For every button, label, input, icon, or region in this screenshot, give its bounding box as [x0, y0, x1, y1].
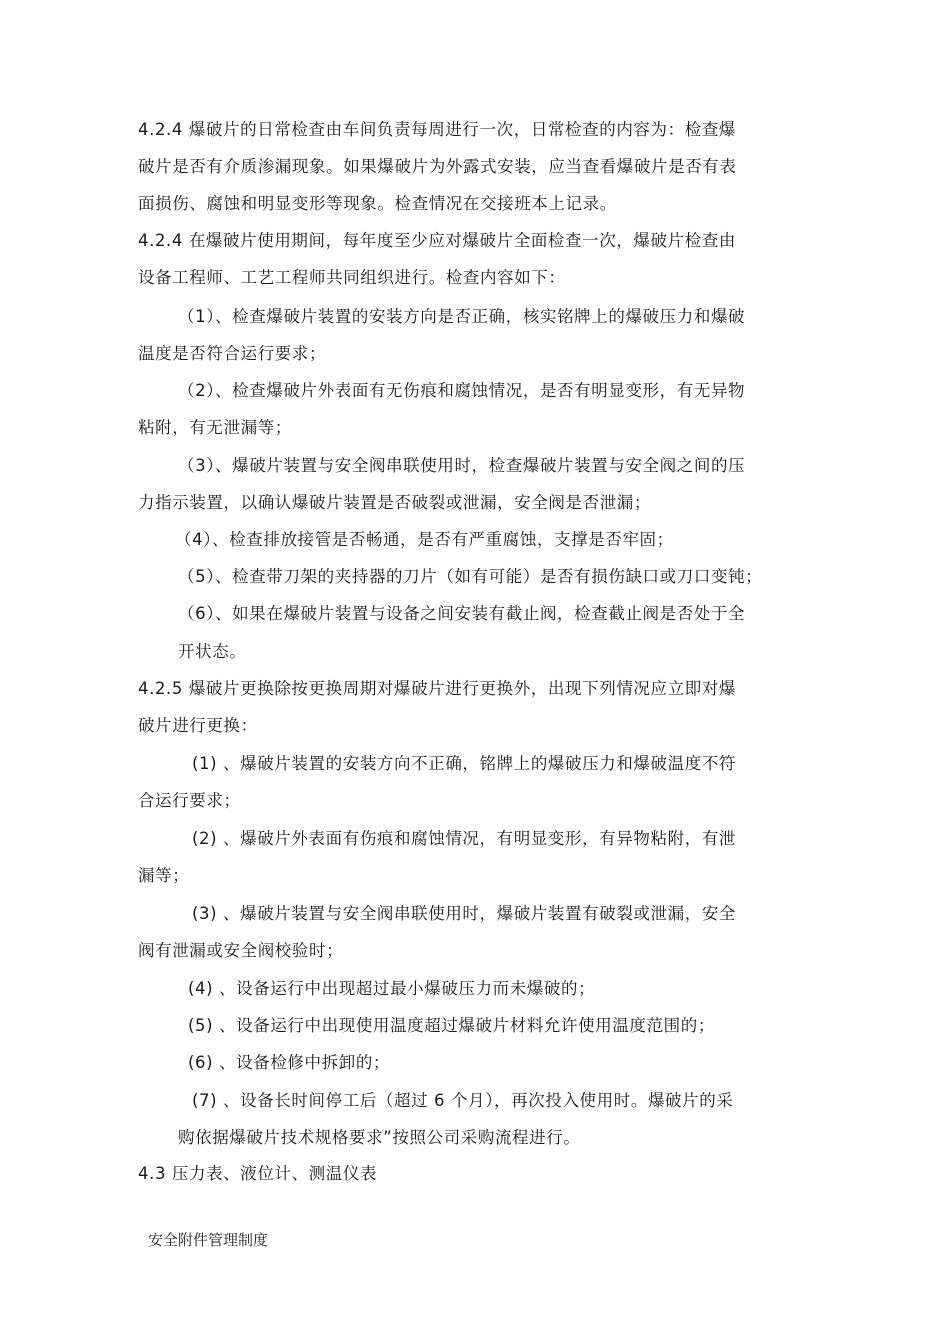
text-line: 合运行要求； — [138, 791, 241, 810]
text-line: 购依据爆破片技术规格要求”按照公司采购流程进行。 — [178, 1128, 581, 1147]
text-line: （3）、爆破片装置与安全阀串联使用时，检查爆破片装置与安全阀之间的压 — [178, 456, 746, 475]
text-line: (5) 、设备运行中出现使用温度超过爆破片材料允许使用温度范围的； — [188, 1016, 715, 1035]
text-line: （1）、检查爆破片装置的安装方向是否正确，核实铭牌上的爆破压力和爆破 — [178, 307, 746, 326]
footer-title: 安全附件管理制度 — [148, 1232, 269, 1249]
text-line: (7) 、设备长时间停工后（超过 6 个月），再次投入使用时。爆破片的采 — [192, 1091, 734, 1110]
text-line: 温度是否符合运行要求； — [138, 344, 327, 363]
text-line: 4.2.4 在爆破片使用期间，每年度至少应对爆破片全面检查一次，爆破片检查由 — [138, 231, 737, 250]
text-line: (2) 、爆破片外表面有伤痕和腐蚀情况，有明显变形，有异物粘附，有泄 — [192, 829, 737, 848]
text-line: 阀有泄漏或安全阀校验时； — [138, 941, 344, 960]
text-line: 粘附，有无泄漏等； — [138, 418, 292, 437]
text-line: 开状态。 — [178, 642, 247, 661]
text-line: （2）、检查爆破片外表面有无伤痕和腐蚀情况，是否有明显变形，有无异物 — [178, 381, 746, 400]
text-line: (4) 、设备运行中出现超过最小爆破压力而未爆破的； — [188, 979, 596, 998]
text-line: 面损伤、腐蚀和明显变形等现象。检查情况在交接班本上记录。 — [138, 194, 617, 213]
text-line: （4）、检查排放接管是否畅通，是否有严重腐蚀，支撑是否牢固； — [175, 530, 674, 549]
text-line: 4.2.4 爆破片的日常检查由车间负责每周进行一次，日常检查的内容为：检查爆 — [138, 120, 737, 139]
text-line: 破片进行更换： — [138, 716, 258, 735]
text-line: （6）、如果在爆破片装置与设备之间安装有截止阀，检查截止阀是否处于全 — [178, 604, 746, 623]
text-line: (6) 、设备检修中拆卸的； — [188, 1053, 391, 1072]
text-line: 4.2.5 爆破片更换除按更换周期对爆破片进行更换外，出现下列情况应立即对爆 — [138, 679, 737, 698]
text-line: (3) 、爆破片装置与安全阀串联使用时，爆破片装置有破裂或泄漏，安全 — [192, 904, 737, 923]
text-line: 破片是否有介质渗漏现象。如果爆破片为外露式安装，应当查看爆破片是否有表 — [138, 157, 737, 176]
text-line: （5）、检查带刀架的夹持器的刀片（如有可能）是否有损伤缺口或刀口变钝； — [178, 567, 763, 586]
text-line: (1) 、爆破片装置的安装方向不正确，铭牌上的爆破压力和爆破温度不符 — [192, 754, 737, 773]
section-heading: 4.3 压力表、液位计、测温仪表 — [138, 1164, 378, 1183]
text-line: 设备工程师、工艺工程师共同组织进行。检查内容如下： — [138, 268, 566, 287]
text-line: 漏等； — [138, 866, 190, 885]
text-line: 力指示装置，以确认爆破片装置是否破裂或泄漏，安全阀是否泄漏； — [138, 493, 651, 512]
